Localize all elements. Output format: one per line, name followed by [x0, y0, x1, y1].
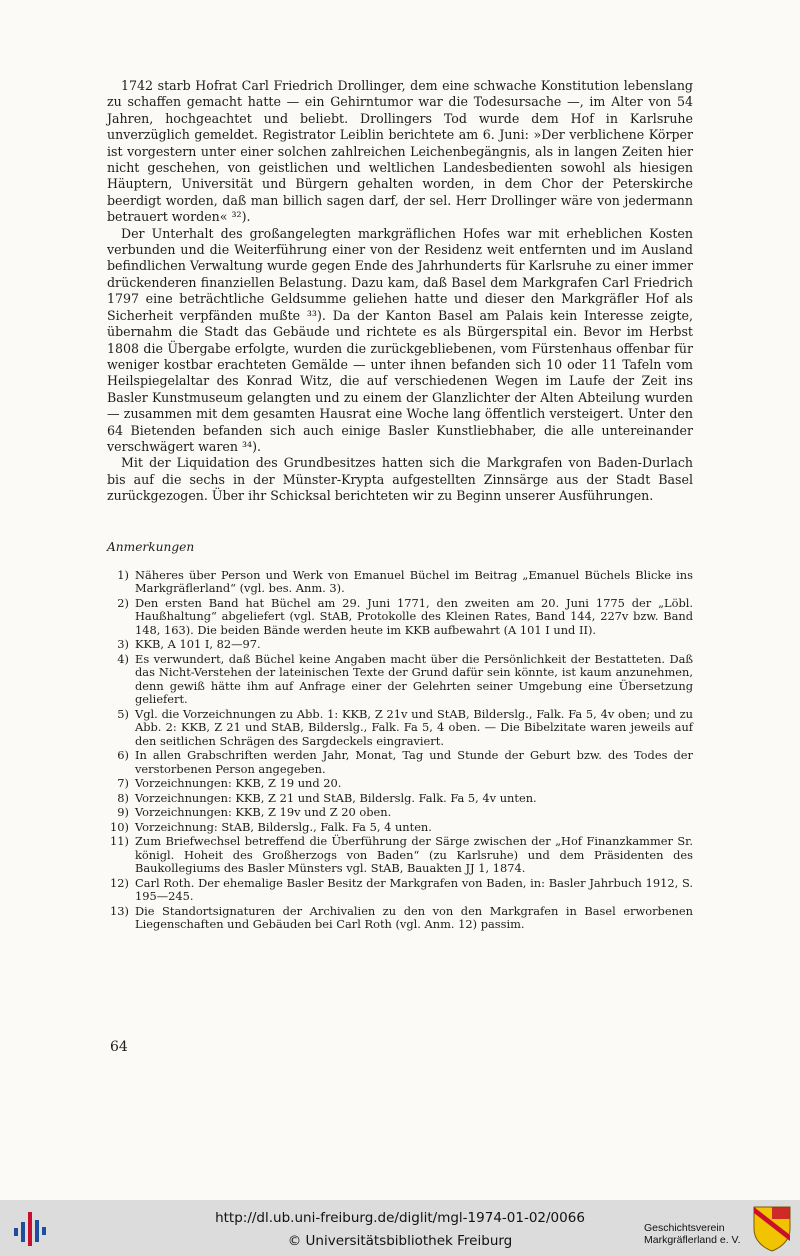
note-number: 9) — [117, 805, 129, 820]
society-name-line2: Markgräflerland e. V. — [644, 1234, 741, 1246]
note-item — [107, 777, 693, 791]
note-item — [107, 749, 693, 776]
notes-heading: Anmerkungen — [107, 539, 195, 554]
footer-bar — [0, 1200, 800, 1256]
notes-list — [107, 569, 693, 932]
note-item — [107, 806, 693, 820]
note-item — [107, 708, 693, 749]
note-item — [107, 792, 693, 806]
note-text: Zum Briefwechsel betreffend die Überführung der Särge zwischen der „Hof Finanzkammer Sr. königl. Hoheit des Großherzogs von Baden“ (zu Karlsruhe) und dem Präsidenten des Baukollegiums des Basler Münsters vgl. StAB, Bauakten JJ 1, 1874. — [135, 834, 693, 876]
note-text: Vgl. die Vorzeichnungen zu Abb. 1: KKB, Z 21v und StAB, Bilderslg., Falk. Fa 5, 4v oben; und zu Abb. 2: KKB, Z 21 und StAB, Bilderslg., Falk. Fa 5, 4 oben. — Die Bibelzitate waren jeweils auf den seitlichen Schrägen des Sargdeckels eingraviert. — [135, 706, 693, 748]
note-text: In allen Grabschriften werden Jahr, Monat, Tag und Stunde der Geburt bzw. des Todes der verstorbenen Person angegeben. — [135, 748, 693, 776]
page-number: 64 — [110, 1039, 128, 1055]
note-text: Vorzeichnungen: KKB, Z 21 und StAB, Bilderslg. Falk. Fa 5, 4v unten. — [135, 790, 537, 805]
note-text: KKB, A 101 I, 82—97. — [135, 637, 261, 652]
note-item — [107, 905, 693, 932]
body-paragraph: 1742 starb Hofrat Carl Friedrich Drollinger, dem eine schwache Konstitution lebenslang zu schaffen gemacht hatte — ein Gehirntumor war die Todesursache —, im Alter von 54 Jahren, hochgeachtet und beliebt. Drollingers Tod wurde dem Hof in Karlsruhe unverzüglich gemeldet. Registrator Leiblin berichtete am 6. Juni: »Der verblichene Körper ist vorgestern unter einer solchen zahlreichen Leichenbegängnis, als in langen Zeiten hier nicht geschehen, von geistlichen und weltlichen Landesbedienten sowohl als hiesigen Häuptern, Universität und Bürgern gehalten worden, in dem Chor der Peterskirche beerdigt worden, daß man billich sagen darf, der sel. Herr Drollinger wäre von jedermann betrauert worden« ³²). — [107, 78, 693, 225]
note-text: Vorzeichnungen: KKB, Z 19v und Z 20 oben. — [135, 805, 392, 820]
note-item — [107, 821, 693, 835]
body-paragraph: Mit der Liquidation des Grundbesitzes hatten sich die Markgrafen von Baden-Durlach bis auf die sechs in der Münster-Krypta aufgestellten Zinnsärge aus der Stadt Basel zurückgezogen. Über ihr Schicksal berichteten wir zu Beginn unserer Ausführungen. — [107, 455, 693, 504]
note-number: 7) — [117, 776, 129, 791]
note-number: 6) — [117, 748, 129, 763]
footer-copyright: © Universitätsbibliothek Freiburg — [287, 1233, 513, 1249]
note-item — [107, 638, 693, 652]
note-item — [107, 653, 693, 707]
coat-of-arms-icon[interactable] — [752, 1205, 792, 1252]
note-number: 1) — [117, 567, 129, 582]
note-item — [107, 569, 693, 596]
note-number: 4) — [117, 651, 129, 666]
note-item — [107, 835, 693, 876]
page-text — [107, 78, 693, 933]
note-item — [107, 877, 693, 904]
note-text: Näheres über Person und Werk von Emanuel Büchel im Beitrag „Emanuel Büchels Blicke ins Markgräflerland“ (vgl. bes. Anm. 3). — [135, 567, 693, 596]
society-name-line1: Geschichtsverein — [644, 1222, 725, 1234]
note-number: 5) — [117, 706, 129, 721]
note-text: Die Standortsignaturen der Archivalien zu den von den Markgrafen in Basel erworbenen Liegenschaften und Gebäuden bei Carl Roth (vgl. Anm. 12) passim. — [135, 903, 693, 932]
note-number: 10) — [110, 819, 129, 834]
note-number: 2) — [117, 595, 129, 610]
body-paragraph: Der Unterhalt des großangelegten markgräflichen Hofes war mit erheblichen Kosten verbunden und die Weiterführung einer von der Residenz weit entfernten und im Ausland befindlichen Verwaltung wurde gegen Ende des Jahrhunderts für Karlsruhe zu einer immer drückenderen finanziellen Belastung. Dazu kam, daß Basel dem Markgrafen Carl Friedrich 1797 eine beträchtliche Geldsumme geliehen hatte und dieser den Markgräfler Hof als Sicherheit verpfänden mußte ³³). Da der Kanton Basel am Palais kein Interesse zeigte, übernahm die Stadt das Gebäude und richtete es als Bürgerspital ein. Bevor im Herbst 1808 die Übergabe erfolgte, wurden die zurückgebliebenen, vom Fürstenhaus offenbar für weniger kostbar erachteten Gemälde — unter ihnen befanden sich 10 oder 11 Tafeln vom Heilspiegelaltar des Konrad Witz, die auf verschiedenen Wegen im Laufe der Zeit ins Basler Kunstmuseum gelangten und zu einem der Glanzlichter der Alten Abteilung wurden — zusammen mit dem gesamten Hausrat eine Woche lang öffentlich versteigert. Unter den 64 Bietenden befanden sich auch einige Basler Kunstliebhaber, die alle untereinander verschwägert waren ³⁴). — [107, 225, 693, 454]
note-text: Es verwundert, daß Büchel keine Angaben macht über die Persönlichkeit der Bestatteten. Daß das Nicht-Verstehen der lateinischen Texte der Grund dafür sein könnte, ist kaum anzunehmen, denn gewiß hätte ihm auf Anfrage einer der Gelehrten seiner Umgebung eine Übersetzung geliefert. — [135, 651, 693, 707]
footer-url-link[interactable]: http://dl.ub.uni-freiburg.de/diglit/mgl-1974-01-02/0066 — [215, 1210, 585, 1226]
note-text: Vorzeichnung: StAB, Bilderslg., Falk. Fa 5, 4 unten. — [135, 819, 432, 834]
note-text: Vorzeichnungen: KKB, Z 19 und 20. — [135, 776, 342, 791]
note-number: 12) — [110, 875, 129, 890]
note-number: 11) — [110, 834, 129, 849]
note-number: 13) — [110, 903, 129, 918]
note-item — [107, 597, 693, 638]
note-text: Carl Roth. Der ehemalige Basler Besitz der Markgrafen von Baden, in: Basler Jahrbuch 1912, S. 195—245. — [135, 875, 693, 904]
note-text: Den ersten Band hat Büchel am 29. Juni 1771, den zweiten am 20. Juni 1775 der „Löbl. Haußhaltung“ abgeliefert (vgl. StAB, Protokolle des Kleinen Rates, Band 144, 227v bzw. Band 148, 163). Die beiden Bände werden heute im KKB aufbewahrt (A 101 I und II). — [135, 595, 693, 637]
note-number: 3) — [117, 637, 129, 652]
society-name — [644, 1222, 741, 1246]
note-number: 8) — [117, 790, 129, 805]
